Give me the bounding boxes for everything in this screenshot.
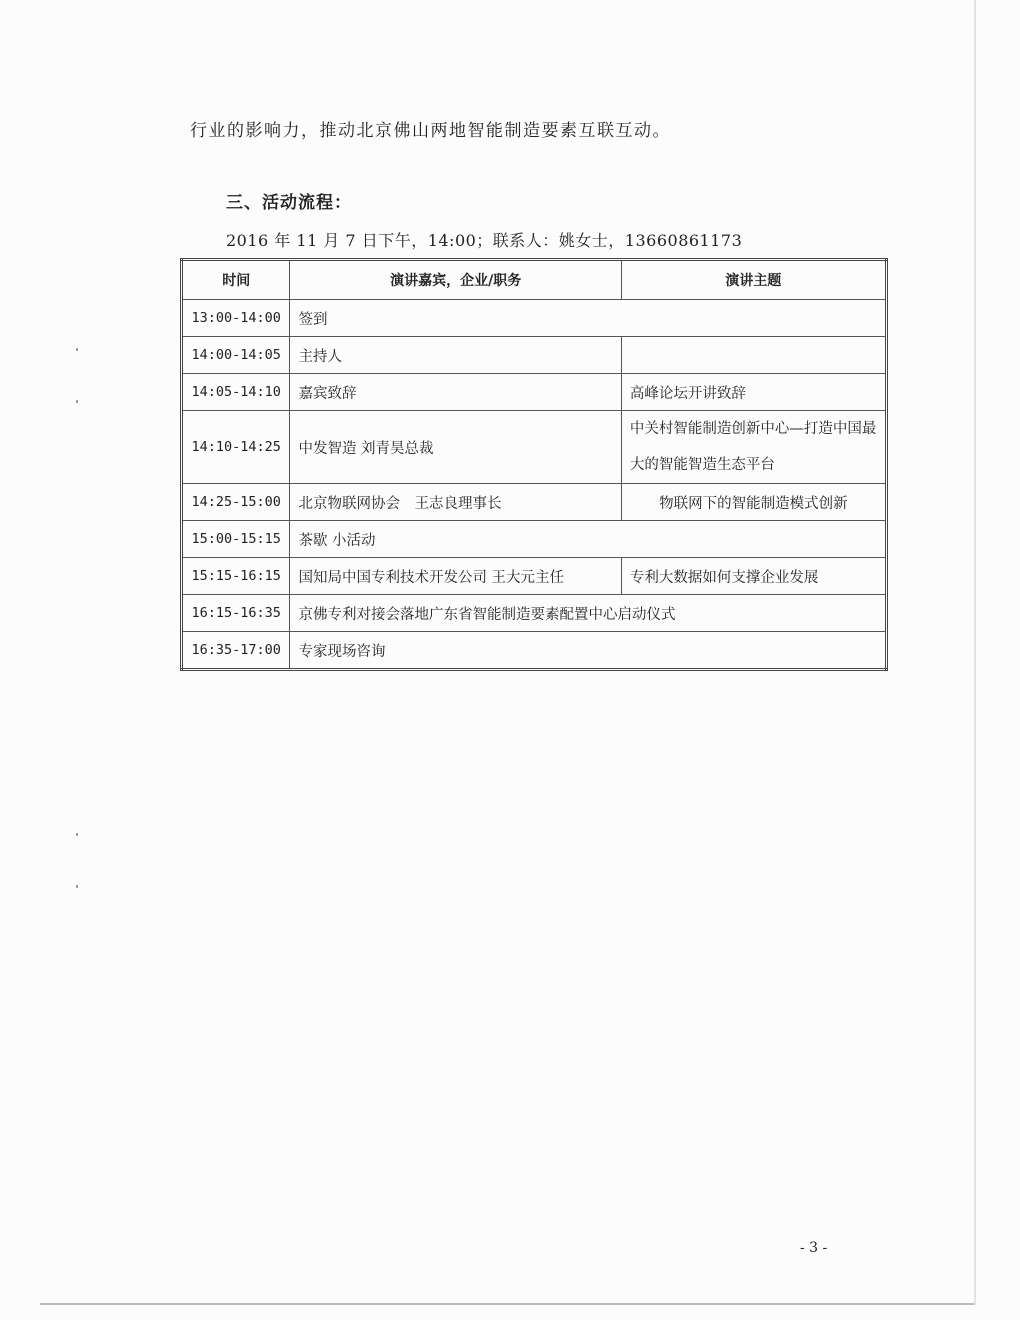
table-row [182,558,887,595]
scan-edge-right [974,0,976,1305]
row-time: 15:15-16:15 [182,558,290,595]
table-row [182,595,887,632]
table-row [182,632,887,670]
row-topic: 高峰论坛开讲致辞 [621,374,886,411]
table-row [182,300,887,337]
row-topic [621,337,886,374]
row-time: 16:15-16:35 [182,595,290,632]
table-row [182,521,887,558]
row-time: 16:35-17:00 [182,632,290,670]
margin-mark [76,400,78,403]
row-time: 15:00-15:15 [182,521,290,558]
margin-mark [76,885,78,888]
row-speaker: 京佛专利对接会落地广东省智能制造要素配置中心启动仪式 [290,595,887,632]
margin-mark [76,833,78,836]
intro-paragraph: 行业的影响力，推动北京佛山两地智能制造要素互联互动。 [190,121,671,141]
table-header-row [182,260,887,300]
row-time: 14:10-14:25 [182,411,290,484]
margin-mark [76,348,78,351]
row-time: 14:05-14:10 [182,374,290,411]
row-speaker: 中发智造 刘青昊总裁 [290,411,621,484]
row-speaker: 茶歇 小活动 [290,521,887,558]
row-time: 13:00-14:00 [182,300,290,337]
row-time: 14:00-14:05 [182,337,290,374]
scan-edge-bottom [40,1303,976,1305]
header-time: 时间 [182,260,290,300]
table-row [182,337,887,374]
row-speaker: 签到 [290,300,887,337]
table-row [182,411,887,484]
row-speaker: 专家现场咨询 [290,632,887,670]
event-info-line: 2016 年 11 月 7 日下午，14:00；联系人：姚女士，13660861173 [226,231,743,250]
schedule-table [180,258,888,671]
row-speaker: 嘉宾致辞 [290,374,621,411]
row-speaker: 主持人 [290,337,621,374]
row-topic: 中关村智能制造创新中心—打造中国最大的智能智造生态平台 [621,411,886,484]
section-heading: 三、活动流程： [226,193,352,213]
row-topic: 专利大数据如何支撑企业发展 [621,558,886,595]
header-speaker: 演讲嘉宾，企业/职务 [290,260,621,300]
row-time: 14:25-15:00 [182,484,290,521]
row-topic: 物联网下的智能制造模式创新 [621,484,886,521]
table-row [182,374,887,411]
row-speaker: 北京物联网协会 王志良理事长 [290,484,621,521]
table-row [182,484,887,521]
row-speaker: 国知局中国专利技术开发公司 王大元主任 [290,558,621,595]
header-topic: 演讲主题 [621,260,886,300]
page-number: - 3 - [800,1240,828,1256]
